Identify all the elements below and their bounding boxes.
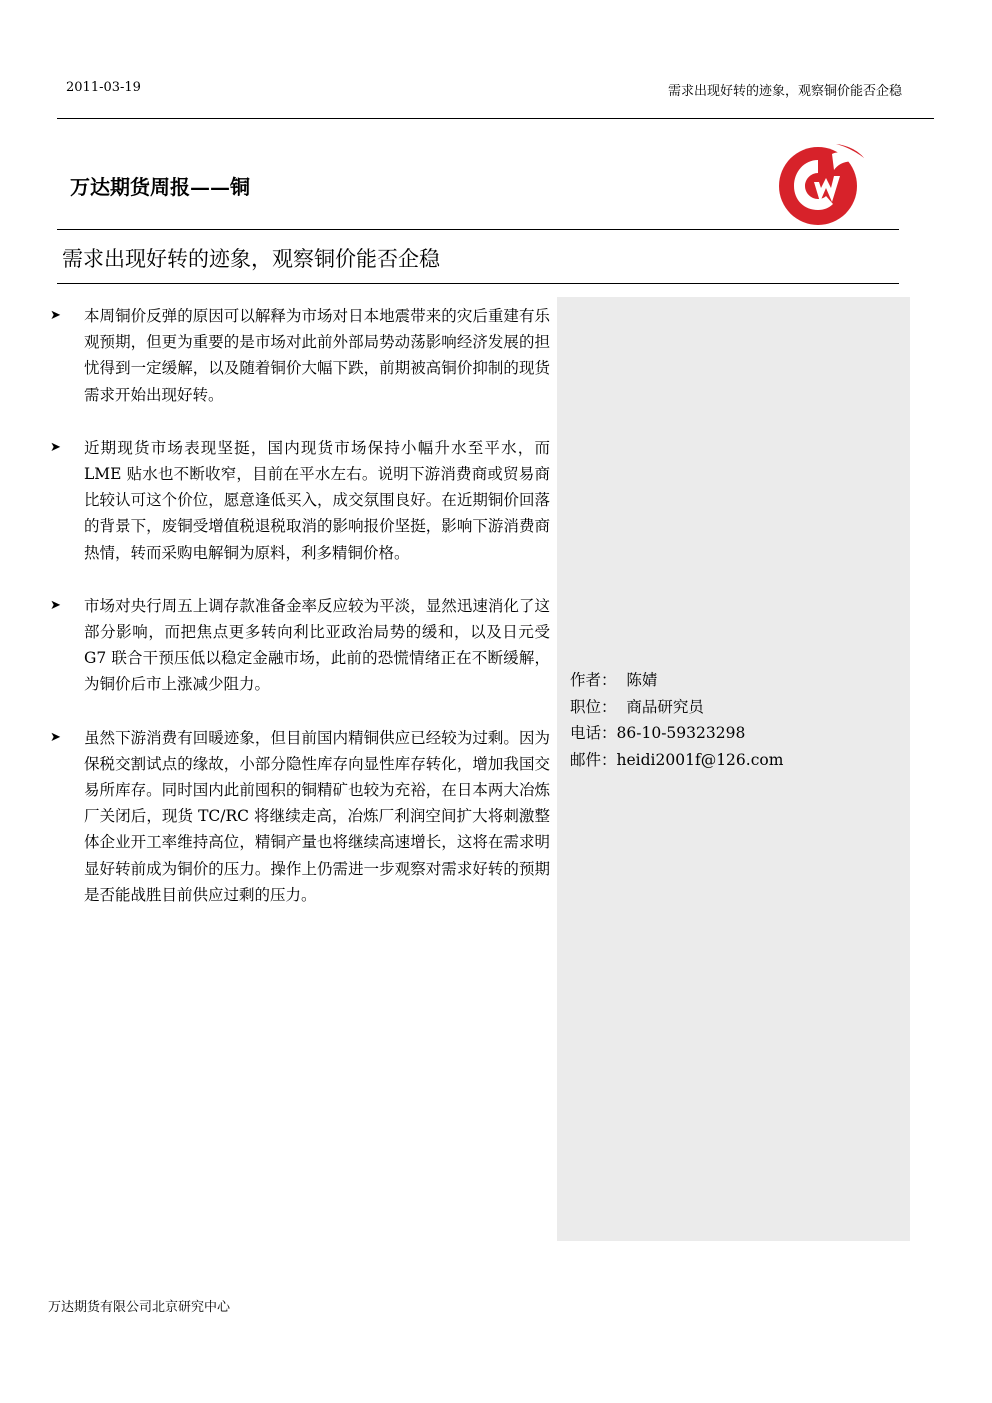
email-row (570, 747, 783, 774)
wanda-futures-logo-icon (774, 140, 866, 226)
header-running-title: 需求出现好转的迹象，观察铜价能否企稳 (667, 84, 902, 99)
email-value: heidi2001f@126.com (616, 750, 784, 769)
bullet-item (50, 593, 550, 698)
arrowhead-bullet-icon: ➤ (50, 439, 61, 455)
bullet-list (50, 303, 550, 935)
arrowhead-bullet-icon: ➤ (50, 308, 61, 323)
phone-row (570, 720, 783, 747)
bullet-text: 虽然下游消费有回暖迹象，但目前国内精铜供应已经较为过剩。因为保税交割试点的缘故，小部分隐性库存向显性库存转化，增加我国交易所库存。同时国内此前囤积的铜精矿也较为充裕，在日本两大冶炼厂关闭后，现货 TC/RC 将继续走高，冶炼厂利润空间扩大将刺激整体企业开工率维持高位，精铜产量也将继续高速增长，这将在需求明显好转前成为铜价的压力。操作上仍需进一步观察对需求好转的预期是否能战胜目前供应过剩的压力。 (84, 728, 550, 904)
email-label: 邮件： (570, 750, 617, 769)
bullet-item (50, 303, 550, 408)
footer-company: 万达期货有限公司北京研究中心 (48, 1300, 231, 1315)
bullet-item (50, 435, 550, 566)
author-label: 作者： (570, 671, 617, 689)
title-divider (57, 229, 899, 230)
report-title: 万达期货周报——铜 (70, 175, 250, 199)
author-row (570, 667, 783, 694)
bullet-text: 市场对央行周五上调存款准备金率反应较为平淡，显然迅速消化了这部分影响，而把焦点更多转向利比亚政治局势的缓和，以及日元受 G7 联合干预压低以稳定金融市场，此前的恐慌情绪正在不断缓解，为铜价后市上涨减少阻力。 (84, 596, 550, 694)
arrowhead-bullet-icon: ➤ (50, 729, 61, 745)
header-divider (57, 118, 934, 119)
position-label: 职位： (570, 697, 617, 716)
headline: 需求出现好转的迹象，观察铜价能否企稳 (62, 247, 440, 271)
author-info (570, 667, 783, 773)
bullet-text: 近期现货市场表现坚挺，国内现货市场保持小幅升水至平水，而 LME 贴水也不断收窄，目前在平水左右。说明下游消费商或贸易商比较认可这个价位，愿意逢低买入，成交氛围良好。在近期铜价回落的背景下，废铜受增值税退税取消的影响报价坚挺，影响下游消费商热情，转而采购电解铜为原料，利多精铜价格。 (84, 438, 550, 562)
phone-label: 电话： (570, 724, 617, 742)
bullet-text: 本周铜价反弹的原因可以解释为市场对日本地震带来的灾后重建有乐观预期，但更为重要的是市场对此前外部局势动荡影响经济发展的担忧得到一定缓解，以及随着铜价大幅下跌，前期被高铜价抑制的现货需求开始出现好转。 (84, 307, 550, 404)
arrowhead-bullet-icon: ➤ (50, 597, 61, 613)
position-value: 商品研究员 (626, 697, 704, 716)
position-row (570, 694, 783, 721)
phone-value: 86-10-59323298 (616, 724, 746, 742)
header-date: 2011-03-19 (66, 80, 141, 95)
author-name: 陈婧 (626, 671, 658, 689)
bullet-item (50, 725, 550, 908)
headline-divider (57, 283, 899, 284)
